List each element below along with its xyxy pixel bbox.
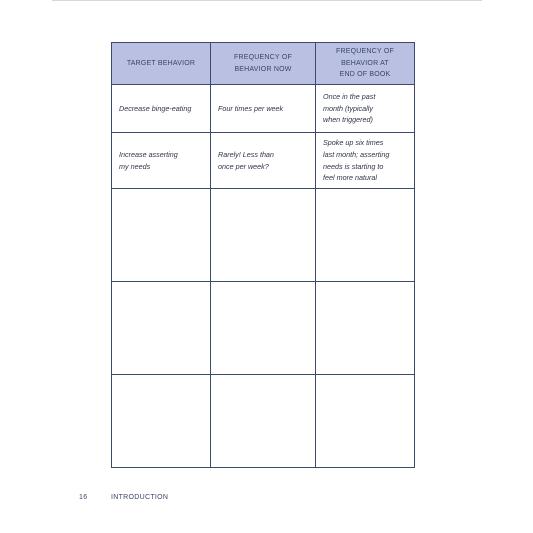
- table-cell: [211, 375, 316, 468]
- table-cell: [112, 375, 211, 468]
- table-cell: [211, 282, 316, 375]
- table-cell: [112, 189, 211, 282]
- table-cell: Increase asserting my needs: [112, 133, 211, 189]
- behavior-tracker-table: [111, 42, 415, 468]
- page-number: 16: [79, 494, 88, 501]
- table-cell: Rarely! Less than once per week?: [211, 133, 316, 189]
- page-footer: [0, 494, 533, 506]
- table-row: [112, 133, 415, 189]
- table-cell: [112, 282, 211, 375]
- table-row: [112, 375, 415, 468]
- table-cell: [316, 282, 415, 375]
- table-row: [112, 189, 415, 282]
- table-cell: [211, 189, 316, 282]
- table-row: [112, 85, 415, 133]
- table-cell: [316, 189, 415, 282]
- header-frequency-end-of-book: FREQUENCY OF BEHAVIOR AT END OF BOOK: [316, 43, 415, 85]
- table-cell: Four times per week: [211, 85, 316, 133]
- table-header-row: [112, 43, 415, 85]
- header-frequency-now: FREQUENCY OF BEHAVIOR NOW: [211, 43, 316, 85]
- top-divider: [52, 0, 482, 1]
- table-cell: Decrease binge-eating: [112, 85, 211, 133]
- table-cell: Once in the past month (typically when triggered): [316, 85, 415, 133]
- header-target-behavior: TARGET BEHAVIOR: [112, 43, 211, 85]
- table-row: [112, 282, 415, 375]
- table-cell: Spoke up six times last month; asserting needs is starting to feel more natural: [316, 133, 415, 189]
- section-name: INTRODUCTION: [111, 494, 169, 501]
- table-cell: [316, 375, 415, 468]
